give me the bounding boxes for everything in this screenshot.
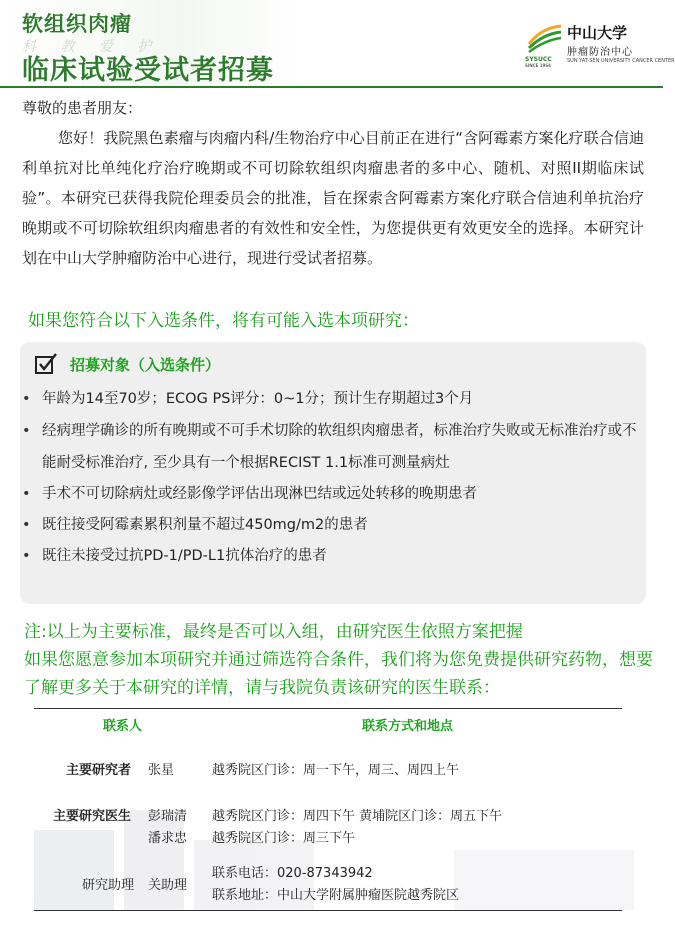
logo-abbr: SYSUCC xyxy=(525,56,552,63)
criteria-item: • 既往未接受过抗PD-1/PD-L1抗体治疗的患者 xyxy=(20,541,646,572)
note-contact-invite: 如果您愿意参加本项研究并通过筛选符合条件，我们将为您免费提供研究药物，想要了解更多关于本研究的详情，请与我院负责该研究的医生联系： xyxy=(24,650,653,698)
contacts-header-info: 联系方式和地点 xyxy=(362,719,454,734)
criteria-item: • 既往接受阿霉素累积剂量不超过450mg/m2的患者 xyxy=(20,510,646,541)
contacts-top-rule xyxy=(34,708,622,709)
doctor1-info: 越秀院区门诊：周四下午 黄埔院区门诊：周五下午 xyxy=(212,809,503,824)
contact-phone: 联系电话：020-87343942 xyxy=(212,866,373,881)
title-line1: 软组织肉瘤 xyxy=(22,12,132,36)
eligibility-lead: 如果您符合以下入选条件，将有可能入选本项研究： xyxy=(28,311,419,331)
intro-body: 您好！我院黑色素瘤与肉瘤内科/生物治疗中心目前正在进行“含阿霉素方案化疗联合信迪利单抗对比单纯化疗治疗晚期或不可切除软组织肉瘤患者的多中心、随机、对照II期临床试验”。本研究已获得我院伦理委员会的批准，旨在探索含阿霉素方案化疗联合信迪利单抗治疗晚期或不可切除软组织肉瘤患者的有效性和安全性，为您提供更有效更安全的选择。本研究计划在中山大学肿瘤防治中心进行，现进行受试者招募。 xyxy=(22,129,644,267)
logo-center-cn: 肿瘤防治中心 xyxy=(567,47,633,58)
doctor2-name: 潘求忠 xyxy=(148,831,188,846)
criteria-title: 招募对象（入选条件） xyxy=(70,356,221,374)
greeting: 尊敬的患者朋友： xyxy=(22,99,143,117)
logo-name-cn: 中山大学 xyxy=(567,24,628,42)
logo-name-en: SUN YAT-SEN UNIVERSITY CANCER CENTER xyxy=(567,58,675,64)
note-main-criteria: 注:以上为主要标准，最终是否可以入组，由研究医生依照方案把握 xyxy=(24,622,523,642)
intro xyxy=(22,93,644,273)
doctor2-info: 越秀院区门诊：周三下午 xyxy=(212,831,356,846)
header-divider xyxy=(0,86,663,88)
contacts-header-person: 联系人 xyxy=(103,719,143,734)
header xyxy=(0,0,675,88)
criteria-list xyxy=(20,384,646,572)
pi-info: 越秀院区门诊：周一下午，周三、周四上午 xyxy=(212,763,460,778)
assistant-name: 关助理 xyxy=(148,878,188,893)
criteria-item: • 经病理学确诊的所有晚期或不可手术切除的软组织肉瘤患者，标准治疗失败或无标准治疗或不能耐受标准治疗, 至少具有一个根据RECIST 1.1标准可测量病灶 xyxy=(20,415,646,479)
pi-name: 张星 xyxy=(148,763,175,778)
sysucc-logo xyxy=(525,22,675,68)
pi-label: 主要研究者 xyxy=(66,763,132,778)
contacts-bottom-rule xyxy=(34,910,622,911)
criteria-item: • 年龄为14至70岁；ECOG PS评分：0~1分；预计生存期超过3个月 xyxy=(20,384,646,415)
criteria-item: • 手术不可切除病灶或经影像学评估出现淋巴结或远处转移的晚期患者 xyxy=(20,479,646,510)
checkbox-icon xyxy=(34,352,58,376)
contact-address: 联系地址：中山大学附属肿瘤医院越秀院区 xyxy=(212,888,460,903)
assistant-label: 研究助理 xyxy=(82,878,135,893)
criteria-panel xyxy=(20,342,646,604)
logo-since: SINCE 1964 xyxy=(525,63,551,68)
doctor-label: 主要研究医生 xyxy=(53,809,132,824)
sysucc-logo-icon xyxy=(525,22,565,54)
faint-watermark-text: 科 教 爱 护 xyxy=(22,39,162,55)
title-line2: 临床试验受试者招募 xyxy=(22,55,274,86)
doctor1-name: 彭瑞清 xyxy=(148,809,188,824)
